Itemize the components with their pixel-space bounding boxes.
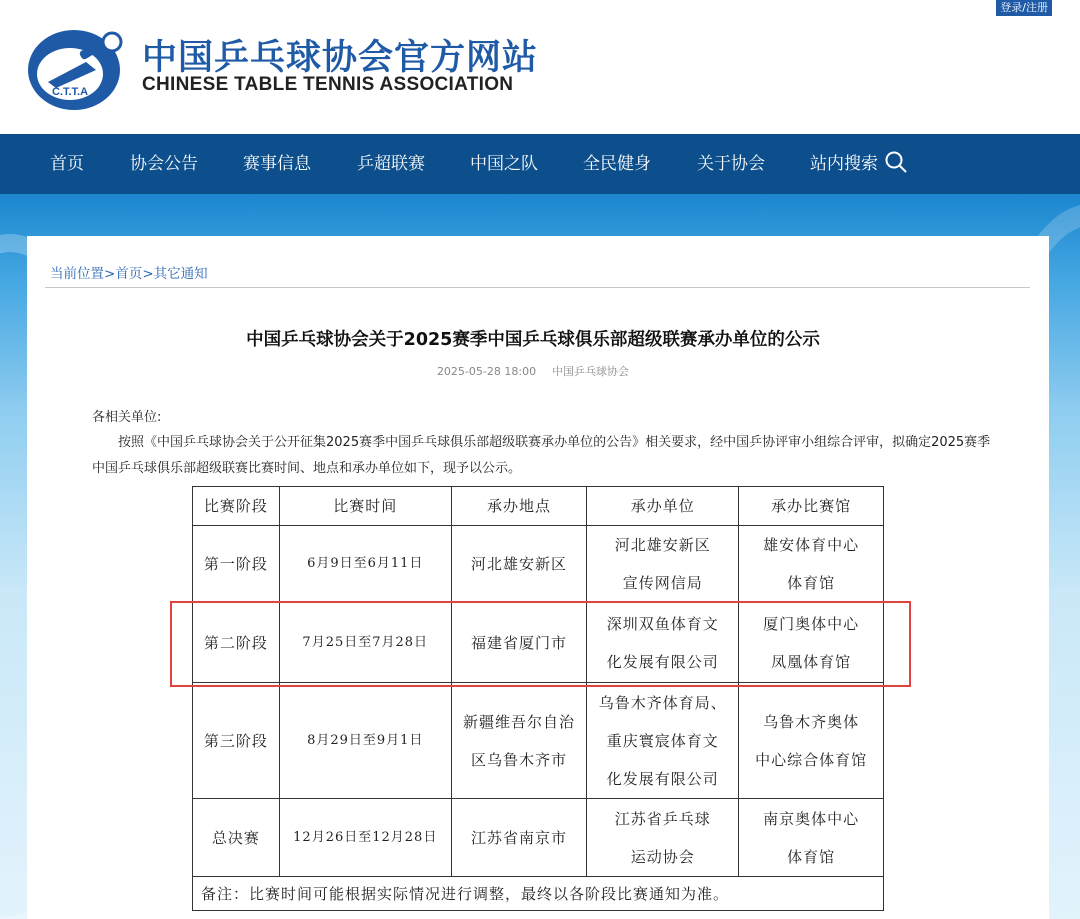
nav-item-home[interactable]: 首页 xyxy=(50,154,84,174)
table-header-cell: 承办单位 xyxy=(587,487,739,526)
nav-item-events[interactable]: 赛事信息 xyxy=(243,154,311,174)
time-cell: 8月29日至9月1日 xyxy=(279,683,451,799)
place-cell xyxy=(451,603,587,683)
stage-cell: 第三阶段 xyxy=(193,683,280,799)
cell-line: 河北雄安新区 xyxy=(614,536,711,554)
cell-line: 深圳双鱼体育文 xyxy=(606,614,719,633)
cell-line: 南京奥体中心 xyxy=(763,809,860,828)
cell-line: 江苏省南京市 xyxy=(471,828,568,847)
schedule-table xyxy=(192,486,884,911)
table-header-cell: 比赛阶段 xyxy=(193,487,280,526)
host-cell xyxy=(587,526,739,603)
nav-item-announcements[interactable]: 协会公告 xyxy=(130,154,198,174)
cell-line: 区乌鲁木齐市 xyxy=(471,750,568,769)
stage-cell: 第二阶段 xyxy=(193,603,280,683)
cell-line: 体育馆 xyxy=(787,574,836,592)
cell-line: 重庆寰宸体育文 xyxy=(606,731,719,750)
stage-cell: 总决赛 xyxy=(193,799,280,877)
ctta-logo-icon[interactable] xyxy=(26,24,128,112)
article-source: 中国乒乓球协会 xyxy=(552,365,630,378)
site-title-cn[interactable]: 中国乒乓球协会官方网站 xyxy=(142,38,539,78)
breadcrumb-divider xyxy=(45,287,1030,288)
nav-item-about[interactable]: 关于协会 xyxy=(697,154,765,174)
cell-line: 乌鲁木齐体育局、 xyxy=(598,693,727,712)
cell-line: 福建省厦门市 xyxy=(471,633,568,652)
breadcrumb-home[interactable]: 首页 xyxy=(115,266,143,282)
cell-line: 新疆维吾尔自治 xyxy=(463,712,576,731)
time-cell: 6月9日至6月11日 xyxy=(279,526,451,603)
table-header-cell: 比赛时间 xyxy=(279,487,451,526)
table-header-row xyxy=(193,487,884,526)
stage-cell: 第一阶段 xyxy=(193,526,280,603)
venue-cell xyxy=(739,683,884,799)
content-panel xyxy=(27,236,1049,919)
breadcrumb-separator: > xyxy=(142,266,154,282)
table-row xyxy=(193,526,884,603)
time-cell: 7月25日至7月28日 xyxy=(279,603,451,683)
cell-line: 体育馆 xyxy=(787,847,836,866)
cell-line: 乌鲁木齐奥体 xyxy=(763,712,860,731)
site-header xyxy=(0,0,1080,134)
site-search-label: 站内搜索 xyxy=(810,154,878,174)
search-icon[interactable] xyxy=(884,150,908,174)
cell-line: 运动协会 xyxy=(630,847,695,866)
table-note: 备注：比赛时间可能根据实际情况进行调整，最终以各阶段比赛通知为准。 xyxy=(193,877,884,911)
article-meta xyxy=(27,363,1039,379)
breadcrumb xyxy=(50,262,208,282)
nav-item-site-search[interactable] xyxy=(810,134,908,194)
table-row xyxy=(193,683,884,799)
cell-line: 化发展有限公司 xyxy=(606,652,719,671)
nav-item-fitness[interactable]: 全民健身 xyxy=(583,154,651,174)
host-cell xyxy=(587,799,739,877)
venue-cell xyxy=(739,603,884,683)
login-register-button[interactable]: 登录/注册 xyxy=(996,0,1052,16)
main-nav xyxy=(0,134,1080,194)
cell-line: 凤凰体育馆 xyxy=(771,652,852,671)
venue-cell xyxy=(739,799,884,877)
article-salutation: 各相关单位: xyxy=(92,410,162,425)
cell-line: 化发展有限公司 xyxy=(606,769,719,788)
cell-line: 厦门奥体中心 xyxy=(763,614,860,633)
cell-line: 河北雄安新区 xyxy=(471,555,568,573)
cell-line: 宣传网信局 xyxy=(622,574,703,592)
cell-line: 江苏省乒乓球 xyxy=(614,809,711,828)
nav-item-national-team[interactable]: 中国之队 xyxy=(470,154,538,174)
site-title-en: CHINESE TABLE TENNIS ASSOCIATION xyxy=(142,74,514,95)
article-title: 中国乒乓球协会关于2025赛季中国乒乓球俱乐部超级联赛承办单位的公示 xyxy=(246,330,820,350)
nav-item-super-league[interactable]: 乒超联赛 xyxy=(357,154,425,174)
cell-line: 中心综合体育馆 xyxy=(755,750,868,769)
article-date: 2025-05-28 18:00 xyxy=(436,365,537,378)
table-header-cell: 承办比赛馆 xyxy=(739,487,884,526)
place-cell xyxy=(451,683,587,799)
time-cell: 12月26日至12月28日 xyxy=(279,799,451,877)
table-row xyxy=(193,799,884,877)
breadcrumb-separator: > xyxy=(104,266,116,282)
venue-cell xyxy=(739,526,884,603)
svg-text:C.T.T.A: C.T.T.A xyxy=(52,86,89,98)
table-header-cell: 承办地点 xyxy=(451,487,587,526)
article-body: 按照《中国乒乓球协会关于公开征集2025赛季中国乒乓球俱乐部超级联赛承办单位的公告》相关要求，经中国乒协评审小组综合评审，拟确定2025赛季中国乒乓球俱乐部超级联赛比赛时间、地点和承办单位如下，现予以公示。 xyxy=(92,435,991,476)
host-cell xyxy=(587,603,739,683)
host-cell xyxy=(587,683,739,799)
place-cell xyxy=(451,526,587,603)
table-row xyxy=(193,603,884,683)
breadcrumb-current: 当前位置 xyxy=(50,266,104,282)
cell-line: 雄安体育中心 xyxy=(763,536,860,554)
place-cell xyxy=(451,799,587,877)
breadcrumb-section[interactable]: 其它通知 xyxy=(153,266,208,282)
table-note-row xyxy=(193,877,884,911)
